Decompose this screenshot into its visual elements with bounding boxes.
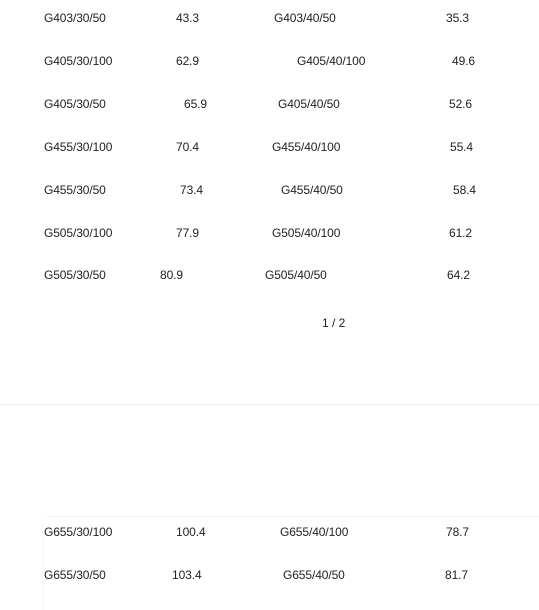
weight-40: 81.7: [445, 568, 468, 582]
weight-40: 61.2: [449, 226, 472, 240]
weight-40: 35.3: [446, 11, 469, 25]
table-row: [0, 8, 539, 28]
product-code-40: G405/40/50: [278, 97, 340, 111]
product-code-30: G655/30/100: [44, 525, 113, 539]
table-row: [0, 51, 539, 71]
weight-30: 65.9: [184, 97, 207, 111]
table-row: [0, 180, 539, 200]
weight-30: 43.3: [176, 11, 199, 25]
weight-30: 103.4: [172, 568, 202, 582]
product-code-30: G455/30/100: [44, 140, 113, 154]
table-row: [0, 137, 539, 157]
product-code-40: G505/40/50: [265, 268, 327, 282]
weight-40: 52.6: [449, 97, 472, 111]
product-code-30: G405/30/100: [44, 54, 113, 68]
table-row: [0, 223, 539, 243]
weight-30: 100.4: [176, 525, 206, 539]
product-code-30: G403/30/50: [44, 11, 106, 25]
product-code-30: G405/30/50: [44, 97, 106, 111]
weight-40: 55.4: [450, 140, 473, 154]
product-code-40: G655/40/50: [283, 568, 345, 582]
product-code-40: G455/40/100: [272, 140, 341, 154]
product-code-30: G655/30/50: [44, 568, 106, 582]
table-row: [0, 565, 539, 585]
table-border: [44, 516, 539, 517]
table-row: [0, 522, 539, 542]
product-code-30: G505/30/50: [44, 268, 106, 282]
product-code-40: G455/40/50: [281, 183, 343, 197]
weight-30: 80.9: [160, 268, 183, 282]
product-code-40: G405/40/100: [297, 54, 366, 68]
weight-40: 58.4: [453, 183, 476, 197]
weight-40: 49.6: [452, 54, 475, 68]
product-code-40: G655/40/100: [280, 525, 349, 539]
weight-30: 70.4: [176, 140, 199, 154]
product-code-40: G505/40/100: [272, 226, 341, 240]
table-row: [0, 265, 539, 285]
page-number: 1 / 2: [322, 316, 346, 330]
weight-40: 64.2: [447, 268, 470, 282]
product-code-40: G403/40/50: [274, 11, 336, 25]
weight-30: 77.9: [176, 226, 199, 240]
product-code-30: G505/30/100: [44, 226, 113, 240]
weight-40: 78.7: [446, 525, 469, 539]
weight-30: 73.4: [180, 183, 203, 197]
product-code-30: G455/30/50: [44, 183, 106, 197]
table-row: [0, 94, 539, 114]
document-page-2: [0, 405, 539, 610]
weight-30: 62.9: [176, 54, 199, 68]
